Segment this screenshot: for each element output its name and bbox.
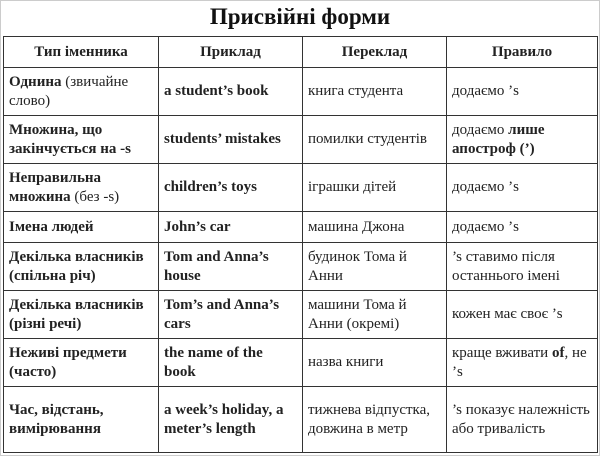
cell-text: книга студента [308,83,404,99]
example-cell [159,387,303,453]
translation-cell [303,387,447,453]
table-row [4,116,598,164]
page-title: Присвійні форми [209,4,391,29]
cell-text: the name of the book [164,344,263,380]
example-cell [159,212,303,243]
cell-text: лише апостроф (’) [452,121,545,157]
noun-type-cell [4,116,159,164]
cell-text: (без -s) [70,188,120,205]
column-header-example: Приклад [159,37,303,68]
translation-cell [303,291,447,339]
cell-text: John’s car [164,218,231,235]
cell-text: Імена людей [9,218,94,235]
noun-type-cell [4,243,159,291]
noun-type-cell [4,164,159,212]
cell-text: Tom and Anna’s house [164,248,269,284]
rule-cell [447,339,598,387]
cell-text: машини Тома й Анни (окремі) [308,296,407,332]
rule-cell [447,212,598,243]
rule-cell [447,116,598,164]
translation-cell [303,164,447,212]
example-cell [159,339,303,387]
table-row [4,387,598,453]
cell-text: помилки студентів [308,131,428,147]
noun-type-cell [4,212,159,243]
table-row [4,164,598,212]
table-row [4,68,598,116]
example-cell [159,68,303,116]
column-header-noun-type: Тип іменника [4,37,159,68]
cell-text: додаємо ’s [452,179,520,195]
cell-text: , не ’s [452,344,587,380]
cell-text: Неживі предмети (часто) [9,344,127,380]
cell-text: ’s ставимо після останнього імені [452,248,560,284]
example-cell [159,164,303,212]
table-row [4,212,598,243]
example-cell [159,291,303,339]
cell-text: of [551,344,565,361]
cell-text: (звичайне слово) [9,73,129,109]
cell-text: тижнева відпустка, довжина в метр [308,401,431,437]
cell-text: a week’s holiday, a meter’s length [164,401,284,437]
table-row [4,243,598,291]
header-row [4,37,598,68]
cell-text: Декілька власників (спільна річ) [9,248,144,284]
cell-text: краще вживати [452,344,552,361]
table-row [4,291,598,339]
translation-cell [303,116,447,164]
cell-text: Однина [9,73,62,90]
rule-cell [447,243,598,291]
cell-text: додаємо ’s [452,83,520,99]
noun-type-cell [4,339,159,387]
rule-cell [447,291,598,339]
translation-cell [303,339,447,387]
noun-type-cell [4,68,159,116]
example-cell [159,116,303,164]
noun-type-cell [4,291,159,339]
table-body [4,68,598,453]
cell-text: будинок Тома й Анни [308,248,407,284]
cell-text: ’s показує належність або тривалість [452,401,590,437]
cell-text: додаємо ’s [452,218,520,235]
cell-text: машина Джона [308,218,405,235]
cell-text: a student’s book [164,83,269,99]
possessive-forms-table [3,36,598,453]
column-header-translation: Переклад [303,37,447,68]
translation-cell [303,243,447,291]
cell-text: назва книги [308,354,384,370]
cell-text: Час, відстань, вимірювання [9,401,104,437]
rule-cell [447,164,598,212]
rule-cell [447,387,598,453]
example-cell [159,243,303,291]
translation-cell [303,68,447,116]
cell-text: додаємо [452,121,509,138]
column-header-rule: Правило [447,37,598,68]
cell-text: Декілька власників (різні речі) [9,296,144,332]
noun-type-cell [4,387,159,453]
cell-text: Множина, що закінчується на -s [9,121,131,157]
rule-cell [447,68,598,116]
cell-text: Неправильна множина [9,169,102,205]
table-row [4,339,598,387]
cell-text: Tom’s and Anna’s cars [164,296,280,332]
cell-text: іграшки дітей [308,179,397,195]
cell-text: students’ mistakes [164,131,281,147]
cell-text: кожен має своє ’s [452,306,563,322]
translation-cell [303,212,447,243]
cell-text: children’s toys [164,179,257,195]
